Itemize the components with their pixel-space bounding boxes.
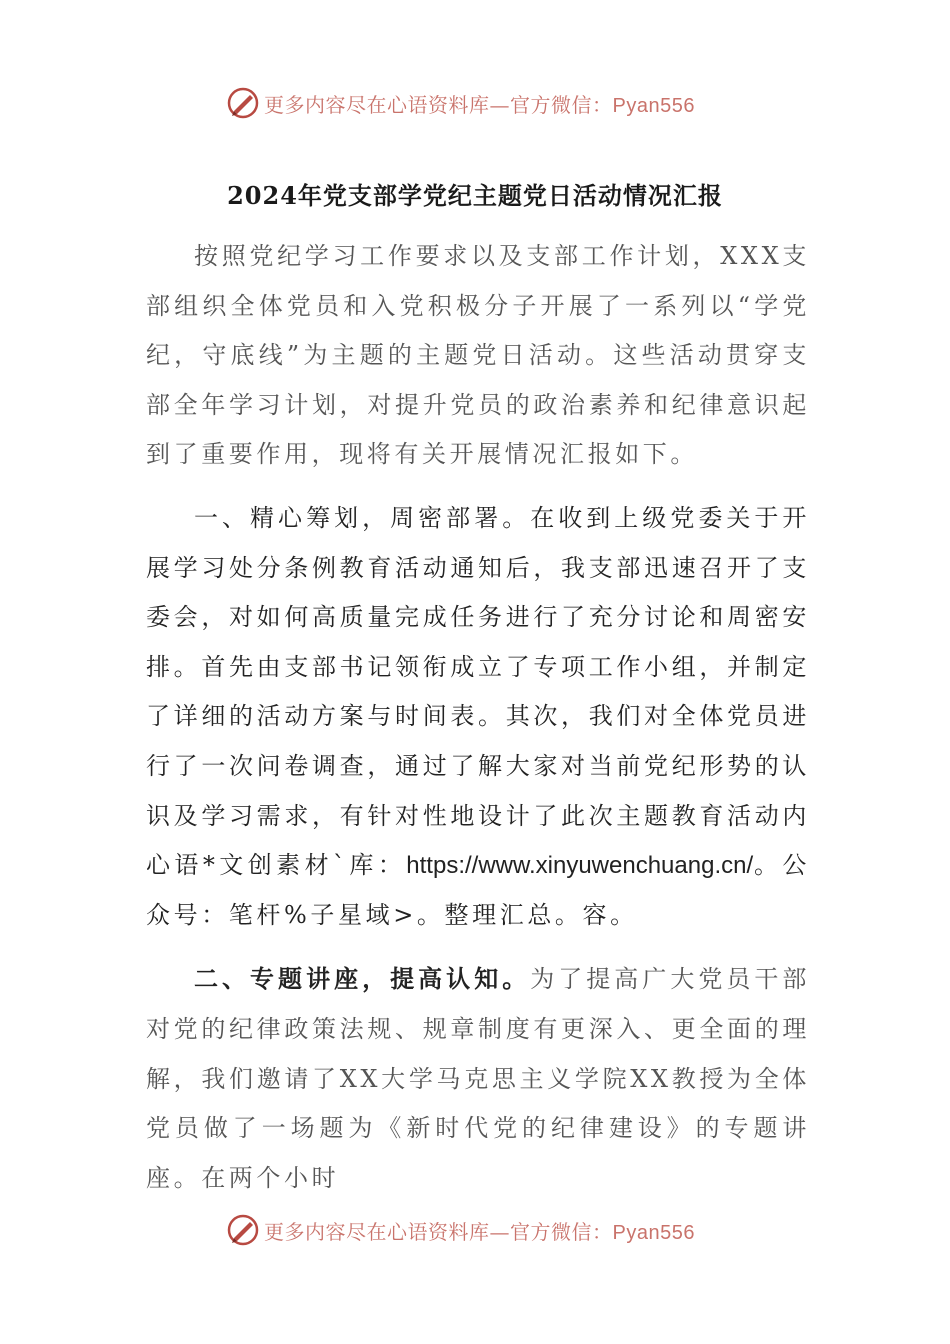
document-title: 2024年党支部学党纪主题党日活动情况汇报 — [227, 181, 723, 210]
section-two-text: 为了提高广大党员干部对党的纪律政策法规、规章制度有更深入、更全面的理解，我们邀请了XX大学马克思主义学院XX教授为全体党员做了一场题为《新时代党的纪律建设》的专题讲座。在两个小时 — [146, 965, 811, 1192]
section-two-heading: 二、专题讲座，提高认知。 — [194, 964, 531, 994]
wechat-id: Pyan556 — [612, 94, 695, 117]
paragraph-intro: 按照党纪学习工作要求以及支部工作计划，XXX支部组织全体党员和入党积极分子开展了一系列以“学党纪，守底线”为主题的主题党日活动。这些活动贯穿支部全年学习计划，对提升党员的政治素养和纪律意识起到了重要作用，现将有关开展情况汇报如下。 — [146, 242, 810, 469]
paragraph-section-two — [146, 954, 810, 1203]
footer-watermark-banner — [226, 1213, 746, 1247]
source-url: https://www.xinyuwenchuang.cn/ — [406, 852, 754, 880]
banner-text: 更多内容尽在心语资料库—官方微信：Pyan556 — [264, 92, 695, 117]
pen-logo-icon — [226, 86, 260, 120]
pen-logo-icon — [226, 1213, 260, 1247]
banner-text: 更多内容尽在心语资料库—官方微信：Pyan556 — [264, 1219, 695, 1244]
header-watermark-banner — [226, 86, 746, 120]
wechat-id: Pyan556 — [612, 1221, 695, 1244]
section-one-text: 一、精心筹划，周密部署。在收到上级党委关于开展学习处分条例教育活动通知后，我支部迅速召开了支委会，对如何高质量完成任务进行了充分讨论和周密安排。首先由支部书记领衔成立了专项工作小组，并制定了详细的活动方案与时间表。其次，我们对全体党员进行了一次问卷调查，通过了解大家对当前党纪形势的认识及学习需求，有针对性地设计了此次主题教育活动内心语*文创素材`库： — [146, 503, 810, 880]
paragraph-section-one — [146, 494, 810, 940]
document-body — [146, 232, 810, 1203]
section-one-tail: 。公众号：笔杆%子星域>。整理汇总。容。 — [146, 851, 810, 929]
